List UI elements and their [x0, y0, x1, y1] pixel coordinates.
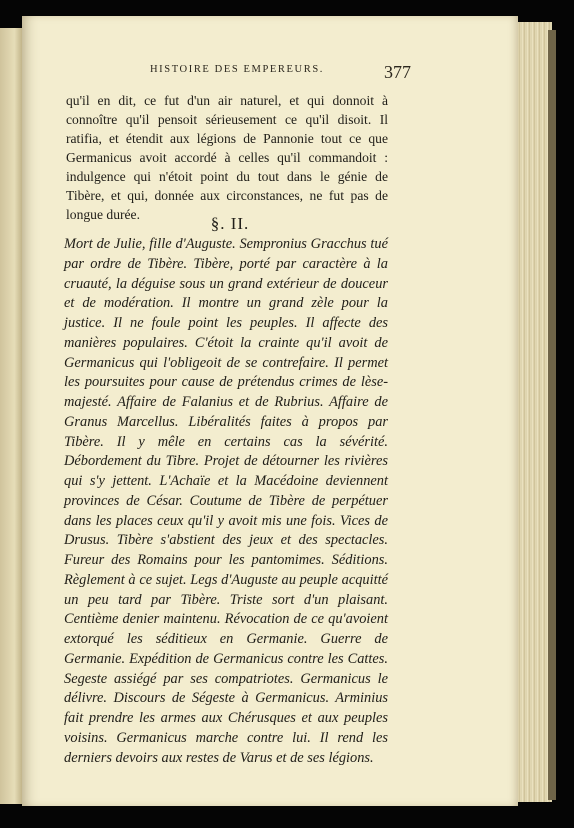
page-number: 377	[384, 62, 411, 82]
section-summary: Mort de Julie, fille d'Auguste. Sempronius Gracchus tué par ordre de Tibère. Tibère, porté par caractère à la cruauté, la déguise sous un grand extérieur de douceur et de modération. Il montre un grand zèle pour la justice. Il ne foule point les peuples. Il affecte des manières populaires. C'étoit la crainte qu'il avoit de Germanicus qui l'obligeoit de se contrefaire. Il permet les poursuites pour cause de prétendus crimes de lèse-majesté. Affaire de Falanius et de Rubrius. Affaire de Granus Marcellus. Libéralités faites à propos par Tibère. Il y mêle en certains cas la sévérité. Débordement du Tibre. Projet de détourner les rivières qui s'y jettent. L'Achaïe et la Macédoine deviennent provinces de César. Coutume de Tibère de perpétuer dans les places ceux qu'il y avoit mis une fois. Vices de Drusus. Tibère s'abstient des jeux et des spectacles. Fureur des Romains pour les pantomimes. Séditions. Règlement à ce sujet. Legs d'Auguste au peuple acquitté un peu tard par Tibère. Triste sort d'un plaisant. Centième denier maintenu. Révocation de ce qu'avoient extorqué les séditieux en Germanie. Guerre de Germanie. Expédition de Germanicus contre les Cattes. Segeste assiégé par ses compatriotes. Germanicus le délivre. Discours de Ségeste à Germanicus. Arminius fait prendre les armes aux Chérusques et aux peuples voisins. Germanicus marche contre lui. Il rend les derniers devoirs aux restes de Varus et de ses légions.	[64, 236, 388, 766]
section-heading: §. II.	[210, 214, 250, 233]
page-stack-edges	[516, 22, 552, 802]
book-edge-shadow	[548, 30, 556, 800]
previous-page-edge	[0, 28, 24, 804]
body-paragraph: qu'il en dit, ce fut d'un air naturel, et qui donnoit à connoître qu'il pensoit sérieusement ce qu'il disoit. Il ratifia, et étendit aux légions de Pannonie tout ce que Germanicus avoit accordé à celles qu'il commandoit : indulgence qui n'étoit point du tout dans le génie de Tibère, et qui, donnée aux circonstances, ne fut pas de longue durée.	[66, 93, 388, 222]
running-head: HISTOIRE DES EMPEREURS.	[150, 64, 324, 75]
